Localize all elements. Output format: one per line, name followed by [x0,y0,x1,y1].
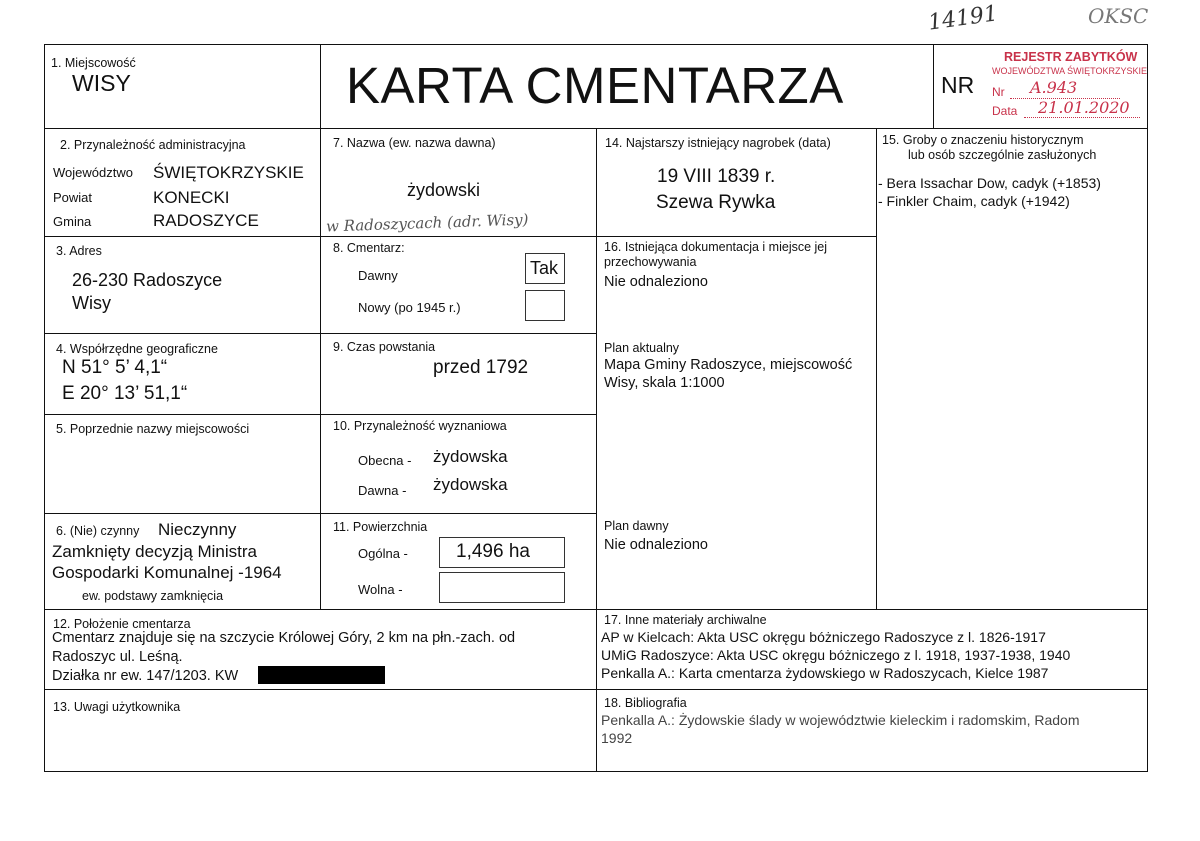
field-1-label: 1. Miejscowość [51,56,136,70]
divider-title-nr [933,44,934,128]
field-16-value: Nie odnaleziono [604,274,708,290]
field-10-dawna-label: Dawna - [358,483,407,498]
field-14-label: 14. Najstarszy istniejący nagrobek (data) [605,136,831,150]
field-16-plan-dawny-label: Plan dawny [604,519,669,533]
field-4-line-2: E 20° 13’ 51,1“ [62,383,188,404]
field-10-label: 10. Przynależność wyznaniowa [333,419,507,433]
field-18-line-2: 1992 [601,730,633,746]
field-2-value-wojewodztwo: ŚWIĘTOKRZYSKIE [153,163,304,182]
field-8-dawny-label: Dawny [358,268,398,283]
field-4-label: 4. Współrzędne geograficzne [56,342,218,356]
field-2-value-gmina: RADOSZYCE [153,211,259,230]
field-2-key-powiat: Powiat [53,190,93,205]
field-11-wolna-box [439,572,565,603]
divider-col-2 [596,128,597,772]
field-6-line-1: Zamknięty decyzją Ministra [52,542,258,561]
field-12-line-2: Radoszyc ul. Leśną. [52,649,183,665]
field-7-value: żydowski [407,180,481,200]
field-2-key-gmina: Gmina [53,214,92,229]
field-9-value: przed 1792 [433,357,529,378]
field-6-label: 6. (Nie) czynny [56,524,140,538]
divider-col-1 [320,44,321,609]
field-6-note: ew. podstawy zamknięcia [82,589,224,603]
field-7-label: 7. Nazwa (ew. nazwa dawna) [333,136,496,150]
field-15-label-line-1: 15. Groby o znaczeniu historycznym [882,133,1084,147]
field-11-label: 11. Powierzchnia [333,520,428,534]
field-10-obecna-value: żydowska [433,447,508,466]
stamp-nr-label: Nr [992,85,1005,99]
field-12-label: 12. Położenie cmentarza [53,617,191,631]
field-15-item-1: - Bera Issachar Dow, cadyk (+1853) [878,175,1101,191]
field-14-line-2: Szewa Rywka [656,192,776,213]
field-17-item-1: AP w Kielcach: Akta USC okręgu bóżniczego Radoszyce z l. 1826-1917 [601,629,1046,645]
field-3-line-2: Wisy [72,293,111,313]
field-3-line-1: 26-230 Radoszyce [72,270,223,290]
field-8-nowy-label: Nowy (po 1945 r.) [358,300,461,315]
divider-f14-f16 [596,236,876,237]
field-6-value: Nieczynny [158,520,237,539]
field-16-label-line-2: przechowywania [604,255,697,269]
stamp-data-label: Data [992,104,1018,118]
field-11-ogolna-label: Ogólna - [358,546,408,561]
field-18-label: 18. Bibliografia [604,696,687,710]
card-title: KARTA CMENTARZA [346,57,844,114]
handwritten-corner-mark: OKSC [1088,4,1149,28]
divider-col-3 [876,128,877,609]
field-12-line-3: Działka nr ew. 147/1203. KW [52,668,239,684]
handwritten-reference-number: 14191 [926,1,1000,36]
field-2-value-powiat: KONECKI [153,188,230,207]
field-15-label-line-2: lub osób szczególnie zasłużonych [908,148,1097,162]
field-9-label: 9. Czas powstania [333,340,436,354]
stamp-data-value: 21.01.2020 [1038,98,1130,117]
field-15-item-2: - Finkler Chaim, cadyk (+1942) [878,193,1070,209]
field-2-key-wojewodztwo: Województwo [53,165,133,180]
field-1-value: WISY [72,70,131,96]
field-4-line-1: N 51° 5’ 4,1“ [62,357,168,378]
field-11-wolna-label: Wolna - [358,582,403,597]
field-10-dawna-value: żydowska [433,475,508,494]
field-5-label: 5. Poprzednie nazwy miejscowości [56,422,250,436]
field-17-item-2: UMiG Radoszyce: Akta USC okręgu bóżniczego z l. 1918, 1937-1938, 1940 [601,647,1071,663]
redaction-bar [258,666,385,684]
field-8-nowy-box [525,290,565,321]
field-3-label: 3. Adres [56,244,102,258]
field-12-line-1: Cmentarz znajduje się na szczycie Królowej Góry, 2 km na płn.-zach. od [52,630,516,646]
field-17-item-3: Penkalla A.: Karta cmentarza żydowskiego w Radoszycach, Kielce 1987 [601,665,1049,681]
field-6-line-2: Gospodarki Komunalnej -1964 [52,563,282,582]
field-14-line-1: 19 VIII 1839 r. [657,166,776,187]
nr-label: NR [941,72,975,98]
field-10-obecna-label: Obecna - [358,453,412,468]
field-16-plan-aktualny-line-1: Mapa Gminy Radoszyce, miejscowość [604,357,853,373]
field-11-ogolna-value: 1,496 ha [456,541,530,562]
field-18-line-1: Penkalla A.: Żydowskie ślady w województwie kieleckim i radomskim, Radom [601,712,1080,728]
stamp-nr-value: A.943 [1030,78,1078,97]
stamp-line-1: REJESTR ZABYTKÓW [1004,50,1138,64]
stamp-data-underline [1024,117,1140,118]
field-16-plan-dawny-value: Nie odnaleziono [604,537,708,553]
field-16-plan-aktualny-label: Plan aktualny [604,341,680,355]
field-7-handwritten-note: w Radoszycach (adr. Wisy) [325,210,529,236]
registry-stamp [986,48,1146,124]
field-13-label: 13. Uwagi użytkownika [53,700,181,714]
stamp-line-2: WOJEWÓDZTWA ŚWIĘTOKRZYSKIE [992,66,1148,76]
field-16-plan-aktualny-line-2: Wisy, skala 1:1000 [604,375,725,391]
field-8-label: 8. Cmentarz: [333,241,405,255]
field-2-label: 2. Przynależność administracyjna [60,138,246,152]
field-8-dawny-value: Tak [530,258,559,278]
field-16-label-line-1: 16. Istniejąca dokumentacja i miejsce jej [604,240,828,254]
field-17-label: 17. Inne materiały archiwalne [604,613,767,627]
